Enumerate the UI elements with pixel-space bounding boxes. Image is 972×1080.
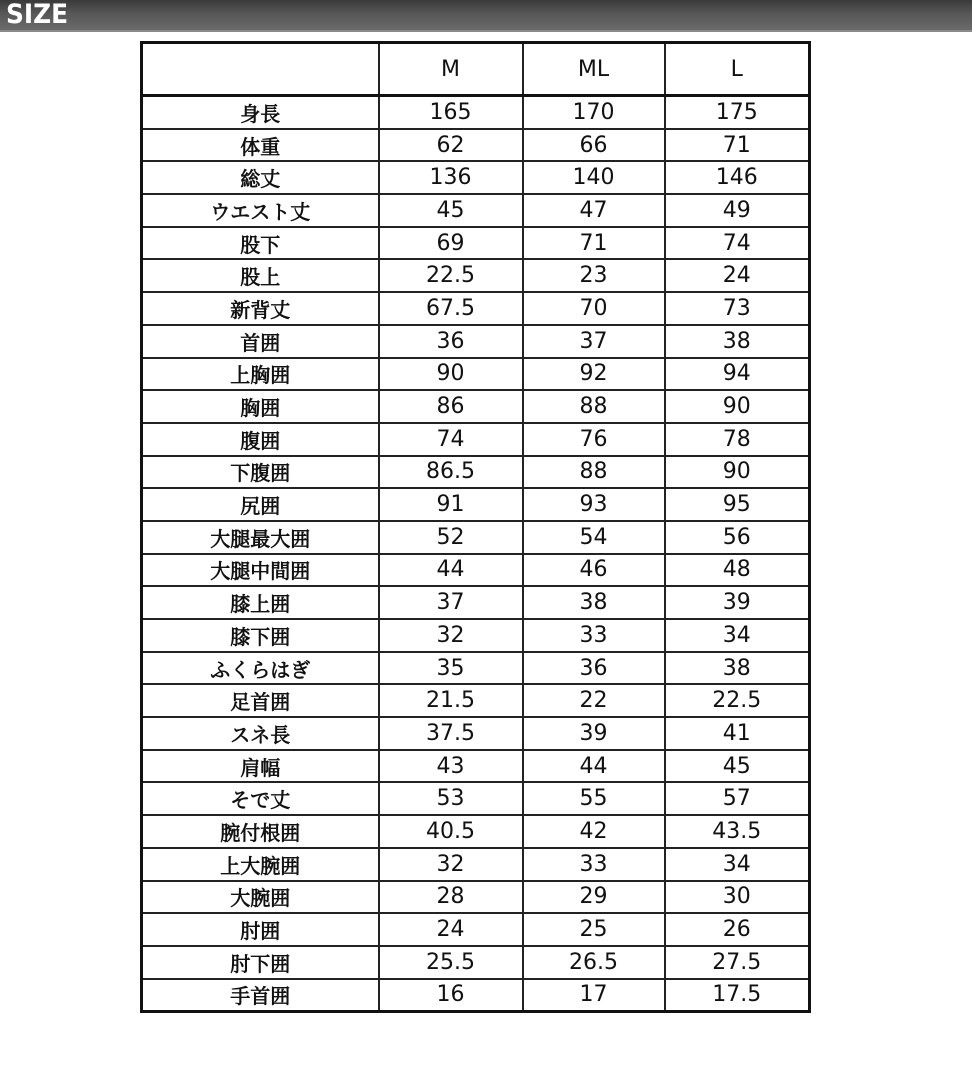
value-cell-m: 40.5 (379, 815, 523, 848)
value-cell-l: 27.5 (665, 946, 810, 979)
row-label: 肘囲 (142, 913, 379, 946)
value-cell-l: 146 (665, 161, 810, 194)
value-cell-l: 56 (665, 521, 810, 554)
value-cell-ml: 54 (523, 521, 665, 554)
table-header-row (142, 43, 810, 96)
table-row (142, 652, 810, 685)
column-header-l: L (665, 43, 810, 96)
value-cell-m: 90 (379, 358, 523, 391)
row-label: 肩幅 (142, 750, 379, 783)
table-row (142, 521, 810, 554)
value-cell-m: 45 (379, 194, 523, 227)
value-cell-ml: 66 (523, 129, 665, 162)
value-cell-ml: 17 (523, 979, 665, 1012)
table-row (142, 358, 810, 391)
value-cell-l: 43.5 (665, 815, 810, 848)
row-label: 上大腕囲 (142, 848, 379, 881)
value-cell-ml: 88 (523, 390, 665, 423)
row-label: 大腿中間囲 (142, 554, 379, 587)
row-label: 肘下囲 (142, 946, 379, 979)
value-cell-l: 49 (665, 194, 810, 227)
column-header-m: M (379, 43, 523, 96)
value-cell-m: 16 (379, 979, 523, 1012)
value-cell-m: 22.5 (379, 259, 523, 292)
table-row (142, 554, 810, 587)
table-row (142, 619, 810, 652)
table-row (142, 259, 810, 292)
row-label: 股下 (142, 227, 379, 260)
value-cell-l: 95 (665, 488, 810, 521)
value-cell-l: 45 (665, 750, 810, 783)
value-cell-ml: 39 (523, 717, 665, 750)
table-body (142, 96, 810, 1012)
row-label: 身長 (142, 96, 379, 129)
value-cell-l: 175 (665, 96, 810, 129)
value-cell-ml: 37 (523, 325, 665, 358)
value-cell-m: 35 (379, 652, 523, 685)
row-label: 新背丈 (142, 292, 379, 325)
value-cell-ml: 93 (523, 488, 665, 521)
value-cell-ml: 140 (523, 161, 665, 194)
value-cell-ml: 33 (523, 619, 665, 652)
value-cell-ml: 47 (523, 194, 665, 227)
value-cell-m: 136 (379, 161, 523, 194)
value-cell-l: 90 (665, 390, 810, 423)
value-cell-l: 22.5 (665, 684, 810, 717)
value-cell-m: 52 (379, 521, 523, 554)
table-row (142, 782, 810, 815)
value-cell-ml: 38 (523, 586, 665, 619)
table-row (142, 946, 810, 979)
table-row (142, 390, 810, 423)
value-cell-m: 24 (379, 913, 523, 946)
table-row (142, 881, 810, 914)
row-label: 首囲 (142, 325, 379, 358)
value-cell-ml: 22 (523, 684, 665, 717)
table-row (142, 456, 810, 489)
row-label: ふくらはぎ (142, 652, 379, 685)
value-cell-l: 38 (665, 325, 810, 358)
value-cell-l: 78 (665, 423, 810, 456)
row-label: 手首囲 (142, 979, 379, 1012)
value-cell-l: 34 (665, 848, 810, 881)
value-cell-l: 30 (665, 881, 810, 914)
value-cell-ml: 25 (523, 913, 665, 946)
table-row (142, 815, 810, 848)
row-label: 総丈 (142, 161, 379, 194)
row-label: 膝下囲 (142, 619, 379, 652)
value-cell-ml: 88 (523, 456, 665, 489)
value-cell-m: 32 (379, 848, 523, 881)
value-cell-ml: 71 (523, 227, 665, 260)
row-label: 膝上囲 (142, 586, 379, 619)
value-cell-m: 91 (379, 488, 523, 521)
value-cell-l: 71 (665, 129, 810, 162)
table-row (142, 848, 810, 881)
value-cell-m: 53 (379, 782, 523, 815)
row-label: 胸囲 (142, 390, 379, 423)
size-header-title: SIZE (6, 0, 69, 30)
value-cell-ml: 36 (523, 652, 665, 685)
value-cell-l: 73 (665, 292, 810, 325)
value-cell-m: 37.5 (379, 717, 523, 750)
value-cell-l: 26 (665, 913, 810, 946)
value-cell-m: 165 (379, 96, 523, 129)
corner-cell (142, 43, 379, 96)
value-cell-m: 86 (379, 390, 523, 423)
value-cell-l: 24 (665, 259, 810, 292)
table-row (142, 717, 810, 750)
row-label: 体重 (142, 129, 379, 162)
value-cell-m: 36 (379, 325, 523, 358)
value-cell-ml: 170 (523, 96, 665, 129)
value-cell-ml: 23 (523, 259, 665, 292)
row-label: 腕付根囲 (142, 815, 379, 848)
value-cell-m: 43 (379, 750, 523, 783)
value-cell-ml: 70 (523, 292, 665, 325)
value-cell-l: 17.5 (665, 979, 810, 1012)
value-cell-ml: 55 (523, 782, 665, 815)
value-cell-l: 90 (665, 456, 810, 489)
value-cell-ml: 29 (523, 881, 665, 914)
value-cell-l: 39 (665, 586, 810, 619)
value-cell-m: 69 (379, 227, 523, 260)
size-chart-table (140, 41, 811, 1013)
value-cell-m: 28 (379, 881, 523, 914)
value-cell-l: 38 (665, 652, 810, 685)
size-header-bar (0, 0, 972, 32)
value-cell-l: 48 (665, 554, 810, 587)
value-cell-m: 62 (379, 129, 523, 162)
row-label: 大腕囲 (142, 881, 379, 914)
row-label: 腹囲 (142, 423, 379, 456)
table-row (142, 227, 810, 260)
table-row (142, 488, 810, 521)
value-cell-l: 74 (665, 227, 810, 260)
value-cell-l: 34 (665, 619, 810, 652)
row-label: ウエスト丈 (142, 194, 379, 227)
column-header-ml: ML (523, 43, 665, 96)
value-cell-ml: 33 (523, 848, 665, 881)
value-cell-m: 25.5 (379, 946, 523, 979)
value-cell-ml: 44 (523, 750, 665, 783)
row-label: スネ長 (142, 717, 379, 750)
value-cell-m: 37 (379, 586, 523, 619)
value-cell-l: 41 (665, 717, 810, 750)
value-cell-m: 21.5 (379, 684, 523, 717)
row-label: 足首囲 (142, 684, 379, 717)
table-row (142, 96, 810, 129)
table-row (142, 913, 810, 946)
table-row (142, 292, 810, 325)
row-label: そで丈 (142, 782, 379, 815)
value-cell-m: 74 (379, 423, 523, 456)
table-row (142, 586, 810, 619)
row-label: 下腹囲 (142, 456, 379, 489)
value-cell-l: 94 (665, 358, 810, 391)
table-row (142, 979, 810, 1012)
value-cell-ml: 76 (523, 423, 665, 456)
row-label: 股上 (142, 259, 379, 292)
table-row (142, 194, 810, 227)
value-cell-ml: 92 (523, 358, 665, 391)
value-cell-m: 32 (379, 619, 523, 652)
value-cell-ml: 26.5 (523, 946, 665, 979)
table-row (142, 684, 810, 717)
row-label: 大腿最大囲 (142, 521, 379, 554)
value-cell-m: 67.5 (379, 292, 523, 325)
value-cell-ml: 46 (523, 554, 665, 587)
table-row (142, 161, 810, 194)
table-row (142, 129, 810, 162)
value-cell-l: 57 (665, 782, 810, 815)
value-cell-m: 44 (379, 554, 523, 587)
value-cell-m: 86.5 (379, 456, 523, 489)
value-cell-ml: 42 (523, 815, 665, 848)
table-row (142, 325, 810, 358)
table-row (142, 750, 810, 783)
row-label: 尻囲 (142, 488, 379, 521)
table-row (142, 423, 810, 456)
row-label: 上胸囲 (142, 358, 379, 391)
